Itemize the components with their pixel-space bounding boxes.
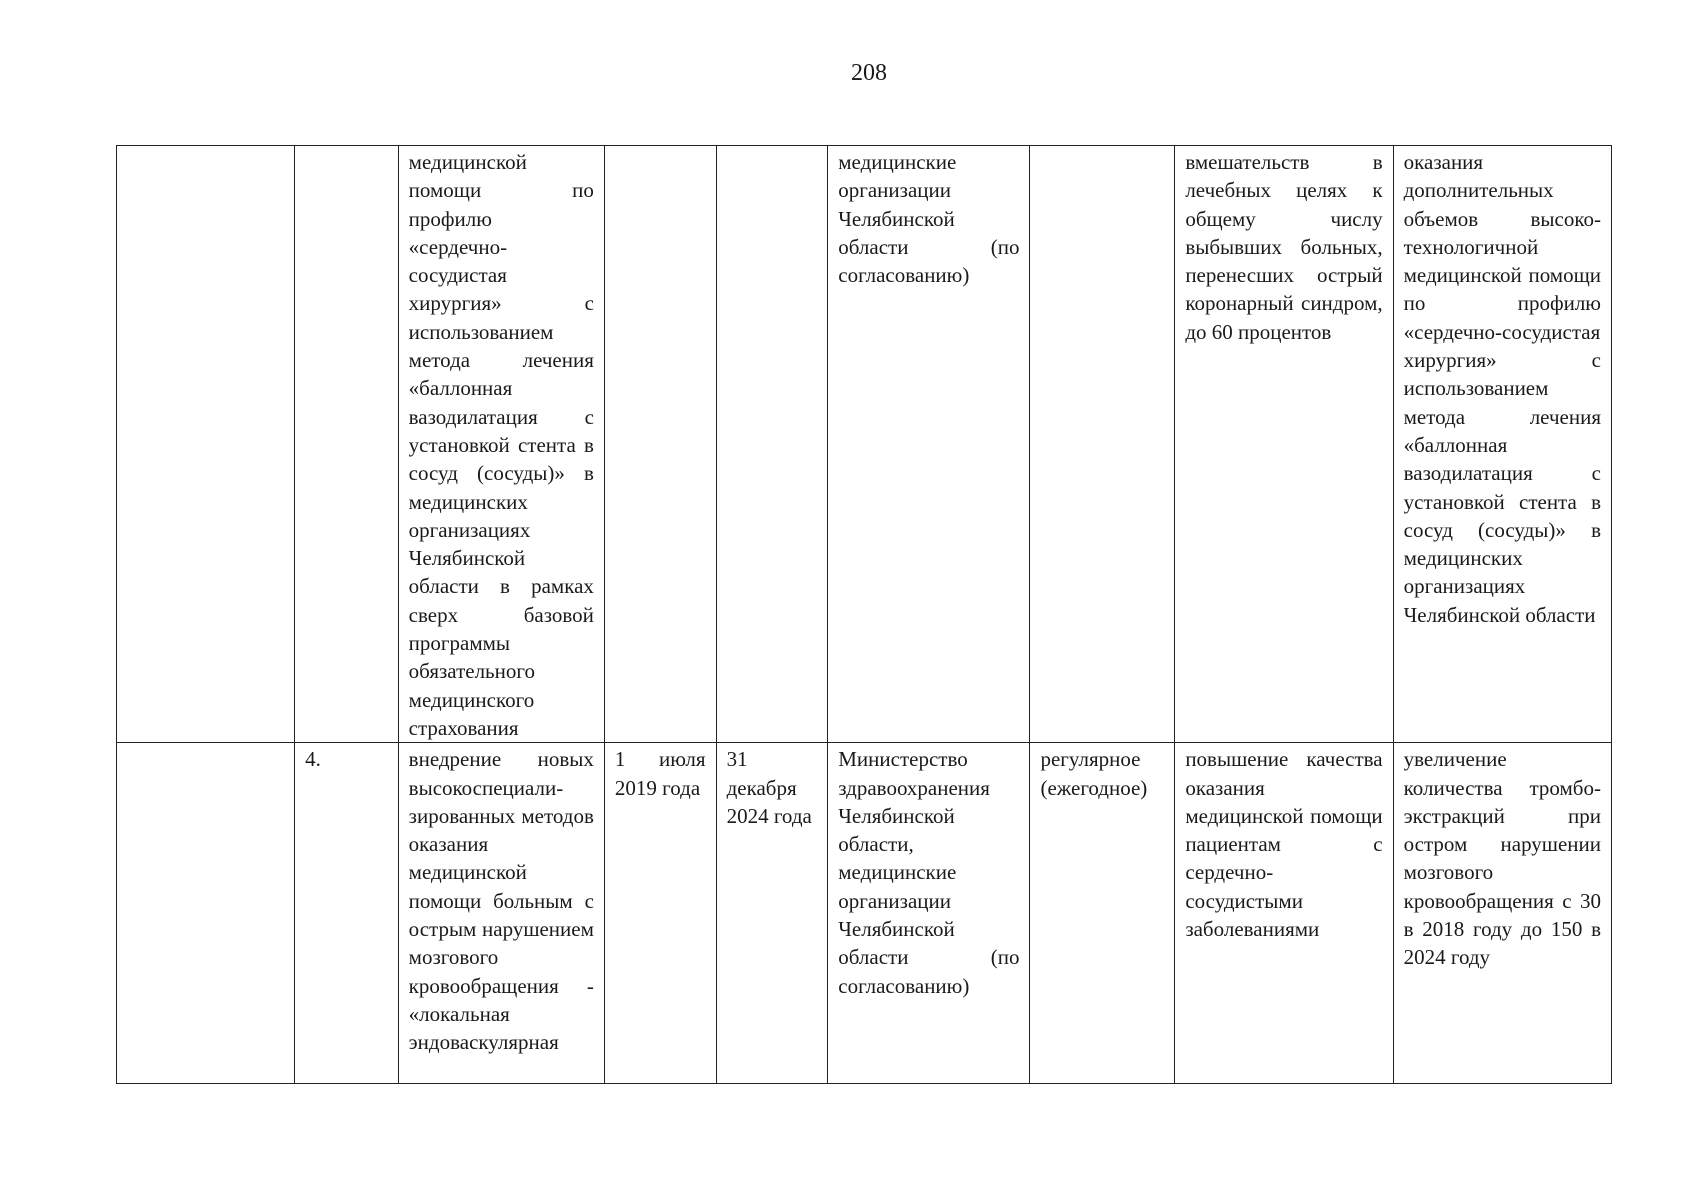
table-cell-responsible: Министерство здравоохранения Челябинской области, медицинские организации Челябинской области (по согласованию) (828, 743, 1030, 1084)
table-cell-indicator: оказания дополнительных объемов высоко-технологичной медицинской помощи по профилю «сердечно-сосудистая хирургия» с использованием метода лечения «баллонная вазодилатация с установкой стента в сосуд (сосуды)» в медицинских организациях Челябинской области (1393, 146, 1611, 743)
table-cell-indicator: увеличение количества тромбо-экстракций при остром нарушении мозгового кровообращения с 30 в 2018 году до 150 в 2024 году (1393, 743, 1611, 1084)
table-row (117, 743, 1612, 1084)
table-cell-number (295, 146, 399, 743)
table-cell-frequency (1030, 146, 1175, 743)
page-number: 208 (851, 60, 887, 86)
table-cell-result: вмешательств в лечебных целях к общему числу выбывших больных, перенесших острый коронарный синдром, до 60 процентов (1175, 146, 1393, 743)
table-cell-responsible: медицинские организации Челябинской области (по согласованию) (828, 146, 1030, 743)
table-cell-end-date: 31 декабря 2024 года (716, 743, 828, 1084)
table-cell-result: повышение качества оказания медицинской помощи пациентам с сердечно-сосудистыми заболеваниями (1175, 743, 1393, 1084)
table-cell-start-date: 1 июля 2019 года (604, 743, 716, 1084)
measures-table (116, 145, 1612, 1084)
table-cell-measure: внедрение новых высокоспециали-зированных методов оказания медицинской помощи больным с острым нарушением мозгового кровообращения - «локальная эндоваскулярная (398, 743, 604, 1084)
table-cell-frequency: регулярное (ежегодное) (1030, 743, 1175, 1084)
table-cell-end-date (716, 146, 828, 743)
table-cell-measure: медицинской помощи по профилю «сердечно-сосудистая хирургия» с использованием метода лечения «баллонная вазодилатация с установкой стента в сосуд (сосуды)» в медицинских организациях Челябинской области в рамках сверх базовой программы обязательного медицинского страхования (398, 146, 604, 743)
table-cell-number: 4. (295, 743, 399, 1084)
table-cell-group (117, 146, 295, 743)
table-cell-group (117, 743, 295, 1084)
table-cell-start-date (604, 146, 716, 743)
table-row (117, 146, 1612, 743)
